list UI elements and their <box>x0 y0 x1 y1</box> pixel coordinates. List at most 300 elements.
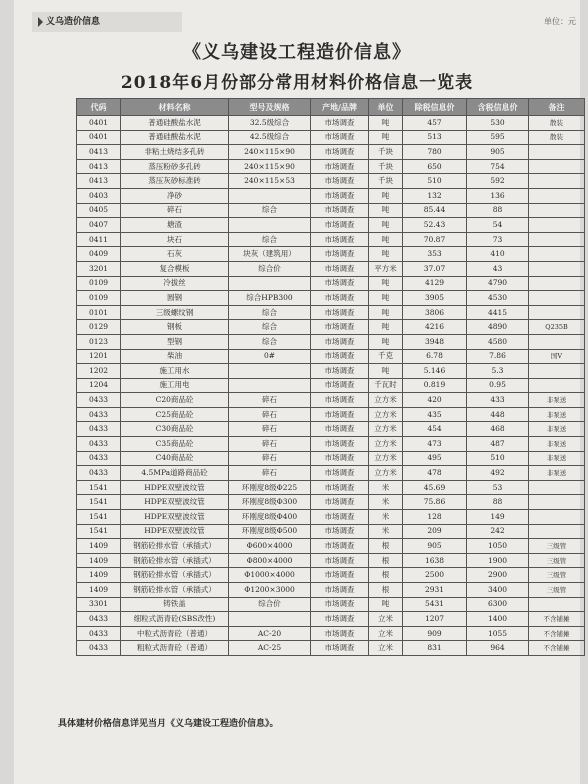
table-row <box>77 276 585 291</box>
cell-spec: 碎石 <box>229 407 311 422</box>
table-row <box>77 247 585 262</box>
cell-name: HDPE双壁波纹管 <box>121 524 229 539</box>
cell-unit: 千块 <box>369 159 403 174</box>
cell-code: 0101 <box>77 305 121 320</box>
cell-price-incl-tax: 1900 <box>467 553 529 568</box>
cell-price-excl-tax: 1207 <box>403 612 467 627</box>
cell-spec <box>229 218 311 233</box>
cell-price-incl-tax: 510 <box>467 451 529 466</box>
cell-code: 0433 <box>77 641 121 656</box>
cell-spec: 综合价 <box>229 597 311 612</box>
cell-name: 钢板 <box>121 320 229 335</box>
cell-note <box>529 495 585 510</box>
cell-note <box>529 218 585 233</box>
cell-origin: 市场调查 <box>311 349 369 364</box>
cell-unit: 立方米 <box>369 466 403 481</box>
cell-price-excl-tax: 420 <box>403 393 467 408</box>
cell-price-incl-tax: 1050 <box>467 539 529 554</box>
cell-spec: 环刚度8级Φ225 <box>229 480 311 495</box>
cell-spec: AC-25 <box>229 641 311 656</box>
cell-price-incl-tax: 487 <box>467 437 529 452</box>
cell-price-incl-tax: 149 <box>467 510 529 525</box>
cell-price-incl-tax: 6300 <box>467 597 529 612</box>
cell-code: 1409 <box>77 583 121 598</box>
cell-name: 4.5MPa道路商品砼 <box>121 466 229 481</box>
cell-name: C30商品砼 <box>121 422 229 437</box>
col-header-code: 代码 <box>77 99 121 116</box>
cell-name: 施工用水 <box>121 364 229 379</box>
cell-note <box>529 364 585 379</box>
cell-price-incl-tax: 433 <box>467 393 529 408</box>
cell-price-excl-tax: 4129 <box>403 276 467 291</box>
table-row <box>77 437 585 452</box>
cell-unit: 根 <box>369 553 403 568</box>
cell-note: 散装 <box>529 130 585 145</box>
cell-unit: 吨 <box>369 334 403 349</box>
cell-price-incl-tax: 4530 <box>467 291 529 306</box>
cell-price-incl-tax: 54 <box>467 218 529 233</box>
cell-name: 非粘土烧结多孔砖 <box>121 145 229 160</box>
cell-note: 三级管 <box>529 539 585 554</box>
table-row <box>77 378 585 393</box>
cell-name: 块石 <box>121 232 229 247</box>
cell-unit: 吨 <box>369 364 403 379</box>
cell-spec: 块灰（建筑用） <box>229 247 311 262</box>
table-row <box>77 159 585 174</box>
cell-origin: 市场调查 <box>311 320 369 335</box>
cell-price-excl-tax: 510 <box>403 174 467 189</box>
cell-price-excl-tax: 128 <box>403 510 467 525</box>
table-row <box>77 539 585 554</box>
table-row <box>77 218 585 233</box>
table-row <box>77 612 585 627</box>
cell-price-incl-tax: 4890 <box>467 320 529 335</box>
cell-price-excl-tax: 70.87 <box>403 232 467 247</box>
cell-origin: 市场调查 <box>311 510 369 525</box>
cell-spec: 综合 <box>229 305 311 320</box>
cell-unit: 千块 <box>369 174 403 189</box>
cell-unit: 立方米 <box>369 451 403 466</box>
cell-name: 钢筋砼排水管（承插式） <box>121 553 229 568</box>
cell-name: 蒸压灰砂标准砖 <box>121 174 229 189</box>
cell-origin: 市场调查 <box>311 305 369 320</box>
cell-price-incl-tax: 592 <box>467 174 529 189</box>
cell-spec: 综合价 <box>229 261 311 276</box>
table-row <box>77 145 585 160</box>
cell-code: 1201 <box>77 349 121 364</box>
cell-name: 冷拔丝 <box>121 276 229 291</box>
cell-code: 0123 <box>77 334 121 349</box>
cell-origin: 市场调查 <box>311 291 369 306</box>
cell-code: 1202 <box>77 364 121 379</box>
cell-price-incl-tax: 1055 <box>467 626 529 641</box>
cell-note: 非泵送 <box>529 393 585 408</box>
cell-code: 0413 <box>77 174 121 189</box>
cell-spec: 碎石 <box>229 451 311 466</box>
cell-spec: 碎石 <box>229 437 311 452</box>
cell-unit: 千块 <box>369 145 403 160</box>
cell-origin: 市场调查 <box>311 437 369 452</box>
cell-spec: 综合HPB300 <box>229 291 311 306</box>
cell-code: 0433 <box>77 407 121 422</box>
table-row <box>77 466 585 481</box>
cell-code: 0433 <box>77 422 121 437</box>
cell-note: 国V <box>529 349 585 364</box>
cell-price-incl-tax: 7.86 <box>467 349 529 364</box>
cell-price-excl-tax: 5.146 <box>403 364 467 379</box>
cell-name: 塘渣 <box>121 218 229 233</box>
cell-price-incl-tax: 73 <box>467 232 529 247</box>
cell-origin: 市场调查 <box>311 568 369 583</box>
table-row <box>77 188 585 203</box>
cell-origin: 市场调查 <box>311 145 369 160</box>
table-row <box>77 291 585 306</box>
table-row <box>77 364 585 379</box>
table-row <box>77 480 585 495</box>
cell-code: 0433 <box>77 466 121 481</box>
cell-origin: 市场调查 <box>311 174 369 189</box>
table-row <box>77 407 585 422</box>
cell-unit: 米 <box>369 510 403 525</box>
cell-note <box>529 524 585 539</box>
cell-origin: 市场调查 <box>311 364 369 379</box>
cell-note <box>529 174 585 189</box>
price-table <box>76 98 585 656</box>
cell-origin: 市场调查 <box>311 232 369 247</box>
table-row <box>77 116 585 131</box>
cell-note <box>529 188 585 203</box>
cell-name: 铸铁盖 <box>121 597 229 612</box>
cell-code: 0109 <box>77 291 121 306</box>
col-header-price-excl-tax: 除税信息价 <box>403 99 467 116</box>
cell-price-excl-tax: 3806 <box>403 305 467 320</box>
cell-code: 0407 <box>77 218 121 233</box>
cell-name: 细粒式沥青砼(SBS改性) <box>121 612 229 627</box>
table-row <box>77 203 585 218</box>
cell-note: 三级管 <box>529 568 585 583</box>
cell-unit: 吨 <box>369 247 403 262</box>
cell-price-excl-tax: 457 <box>403 116 467 131</box>
cell-note <box>529 261 585 276</box>
cell-price-excl-tax: 3905 <box>403 291 467 306</box>
cell-unit: 米 <box>369 524 403 539</box>
cell-origin: 市场调查 <box>311 188 369 203</box>
section-label: 义乌造价信息 <box>32 12 182 32</box>
cell-name: HDPE双壁波纹管 <box>121 480 229 495</box>
cell-note <box>529 597 585 612</box>
cell-origin: 市场调查 <box>311 378 369 393</box>
cell-price-incl-tax: 88 <box>467 203 529 218</box>
cell-spec <box>229 276 311 291</box>
cell-unit: 吨 <box>369 116 403 131</box>
cell-price-excl-tax: 45.69 <box>403 480 467 495</box>
cell-spec: 42.5级综合 <box>229 130 311 145</box>
cell-code: 1541 <box>77 480 121 495</box>
cell-price-excl-tax: 909 <box>403 626 467 641</box>
col-header-spec: 型号及规格 <box>229 99 311 116</box>
cell-price-excl-tax: 52.43 <box>403 218 467 233</box>
cell-code: 0401 <box>77 130 121 145</box>
cell-price-excl-tax: 478 <box>403 466 467 481</box>
cell-price-excl-tax: 75.86 <box>403 495 467 510</box>
cell-price-incl-tax: 3400 <box>467 583 529 598</box>
table-row <box>77 174 585 189</box>
cell-code: 0129 <box>77 320 121 335</box>
col-header-unit: 单位 <box>369 99 403 116</box>
cell-price-excl-tax: 5431 <box>403 597 467 612</box>
cell-price-excl-tax: 132 <box>403 188 467 203</box>
cell-price-excl-tax: 0.819 <box>403 378 467 393</box>
cell-unit: 吨 <box>369 130 403 145</box>
cell-name: 三级螺纹钢 <box>121 305 229 320</box>
cell-name: C35商品砼 <box>121 437 229 452</box>
table-row <box>77 553 585 568</box>
cell-price-excl-tax: 353 <box>403 247 467 262</box>
cell-name: C20商品砼 <box>121 393 229 408</box>
cell-unit: 立方米 <box>369 422 403 437</box>
cell-price-incl-tax: 448 <box>467 407 529 422</box>
cell-spec: 综合 <box>229 320 311 335</box>
cell-origin: 市场调查 <box>311 276 369 291</box>
cell-price-incl-tax: 242 <box>467 524 529 539</box>
cell-price-excl-tax: 473 <box>403 437 467 452</box>
cell-price-excl-tax: 6.78 <box>403 349 467 364</box>
cell-origin: 市场调查 <box>311 247 369 262</box>
cell-spec: Φ800×4000 <box>229 553 311 568</box>
cell-code: 1409 <box>77 553 121 568</box>
cell-note: Q235B <box>529 320 585 335</box>
cell-price-incl-tax: 410 <box>467 247 529 262</box>
table-row <box>77 393 585 408</box>
cell-price-incl-tax: 530 <box>467 116 529 131</box>
cell-origin: 市场调查 <box>311 641 369 656</box>
cell-note: 三级管 <box>529 583 585 598</box>
cell-origin: 市场调查 <box>311 218 369 233</box>
cell-spec: 0# <box>229 349 311 364</box>
cell-unit: 立方米 <box>369 407 403 422</box>
cell-spec: 240×115×90 <box>229 159 311 174</box>
cell-price-incl-tax: 53 <box>467 480 529 495</box>
table-title: 2018年6月份部分常用材料价格信息一览表 <box>120 73 474 93</box>
cell-code: 3201 <box>77 261 121 276</box>
cell-name: HDPE双壁波纹管 <box>121 510 229 525</box>
cell-note <box>529 203 585 218</box>
cell-price-excl-tax: 85.44 <box>403 203 467 218</box>
cell-code: 3301 <box>77 597 121 612</box>
cell-name: 碎石 <box>121 203 229 218</box>
cell-code: 0433 <box>77 612 121 627</box>
col-header-name: 材料名称 <box>121 99 229 116</box>
cell-note: 非泵送 <box>529 407 585 422</box>
cell-unit: 吨 <box>369 203 403 218</box>
cell-origin: 市场调查 <box>311 495 369 510</box>
cell-spec: 240×115×53 <box>229 174 311 189</box>
cell-name: HDPE双壁波纹管 <box>121 495 229 510</box>
cell-price-incl-tax: 88 <box>467 495 529 510</box>
cell-name: 型钢 <box>121 334 229 349</box>
cell-spec: 240×115×90 <box>229 145 311 160</box>
cell-price-excl-tax: 209 <box>403 524 467 539</box>
cell-name: 净砂 <box>121 188 229 203</box>
cell-origin: 市场调查 <box>311 597 369 612</box>
cell-price-incl-tax: 754 <box>467 159 529 174</box>
cell-unit: 立米 <box>369 626 403 641</box>
cell-name: 粗粒式沥青砼（普通） <box>121 641 229 656</box>
cell-note: 散装 <box>529 116 585 131</box>
table-row <box>77 641 585 656</box>
cell-price-incl-tax: 4790 <box>467 276 529 291</box>
cell-note <box>529 276 585 291</box>
cell-price-incl-tax: 595 <box>467 130 529 145</box>
table-row <box>77 232 585 247</box>
cell-price-incl-tax: 136 <box>467 188 529 203</box>
cell-unit: 千瓦时 <box>369 378 403 393</box>
cell-price-incl-tax: 4415 <box>467 305 529 320</box>
cell-price-excl-tax: 2500 <box>403 568 467 583</box>
footer-note: 具体建材价格信息详见当月《义乌建设工程造价信息》。 <box>58 719 279 729</box>
cell-spec <box>229 188 311 203</box>
table-body <box>77 116 585 656</box>
cell-code: 0403 <box>77 188 121 203</box>
cell-origin: 市场调查 <box>311 393 369 408</box>
cell-price-excl-tax: 454 <box>403 422 467 437</box>
cell-price-excl-tax: 905 <box>403 539 467 554</box>
cell-price-excl-tax: 4216 <box>403 320 467 335</box>
table-header-row <box>77 99 585 116</box>
cell-note <box>529 291 585 306</box>
cell-note <box>529 232 585 247</box>
table-row <box>77 320 585 335</box>
cell-spec: 环刚度8级Φ400 <box>229 510 311 525</box>
cell-spec: 综合 <box>229 232 311 247</box>
table-row <box>77 597 585 612</box>
cell-price-incl-tax: 905 <box>467 145 529 160</box>
cell-code: 0433 <box>77 437 121 452</box>
cell-spec: Φ600×4000 <box>229 539 311 554</box>
cell-price-incl-tax: 5.3 <box>467 364 529 379</box>
running-header <box>32 12 576 32</box>
unit-label: 单位：元 <box>544 17 576 26</box>
cell-name: 普通硅酸盐水泥 <box>121 130 229 145</box>
cell-name: 复合模板 <box>121 261 229 276</box>
cell-note <box>529 480 585 495</box>
cell-note <box>529 510 585 525</box>
cell-price-excl-tax: 3948 <box>403 334 467 349</box>
cell-origin: 市场调查 <box>311 407 369 422</box>
cell-origin: 市场调查 <box>311 203 369 218</box>
cell-name: C40商品砼 <box>121 451 229 466</box>
cell-origin: 市场调查 <box>311 480 369 495</box>
cell-note <box>529 247 585 262</box>
cell-code: 1409 <box>77 568 121 583</box>
cell-name: 石灰 <box>121 247 229 262</box>
col-header-price-incl-tax: 含税信息价 <box>467 99 529 116</box>
cell-origin: 市场调查 <box>311 261 369 276</box>
cell-code: 0409 <box>77 247 121 262</box>
cell-origin: 市场调查 <box>311 524 369 539</box>
table-row <box>77 130 585 145</box>
cell-unit: 根 <box>369 539 403 554</box>
cell-spec: 碎石 <box>229 422 311 437</box>
table-row <box>77 626 585 641</box>
cell-note <box>529 378 585 393</box>
cell-note: 非泵送 <box>529 466 585 481</box>
cell-spec: 环刚度8级Φ300 <box>229 495 311 510</box>
cell-note: 非泵送 <box>529 437 585 452</box>
cell-code: 0405 <box>77 203 121 218</box>
cell-spec: 碎石 <box>229 466 311 481</box>
cell-origin: 市场调查 <box>311 626 369 641</box>
cell-name: C25商品砼 <box>121 407 229 422</box>
cell-name: 施工用电 <box>121 378 229 393</box>
cell-price-excl-tax: 495 <box>403 451 467 466</box>
cell-code: 1541 <box>77 524 121 539</box>
cell-spec: 综合 <box>229 334 311 349</box>
cell-spec: Φ1000×4000 <box>229 568 311 583</box>
table-row <box>77 451 585 466</box>
cell-origin: 市场调查 <box>311 116 369 131</box>
document-page <box>14 0 580 784</box>
cell-unit: 吨 <box>369 597 403 612</box>
cell-price-incl-tax: 964 <box>467 641 529 656</box>
cell-code: 0413 <box>77 159 121 174</box>
cell-unit: 立方米 <box>369 393 403 408</box>
cell-origin: 市场调查 <box>311 422 369 437</box>
table-row <box>77 422 585 437</box>
cell-name: 柴油 <box>121 349 229 364</box>
cell-code: 1409 <box>77 539 121 554</box>
cell-price-incl-tax: 468 <box>467 422 529 437</box>
cell-origin: 市场调查 <box>311 159 369 174</box>
cell-code: 0413 <box>77 145 121 160</box>
cell-price-excl-tax: 650 <box>403 159 467 174</box>
cell-unit: 吨 <box>369 276 403 291</box>
cell-price-excl-tax: 513 <box>403 130 467 145</box>
table-row <box>77 524 585 539</box>
cell-price-excl-tax: 780 <box>403 145 467 160</box>
cell-code: 0433 <box>77 451 121 466</box>
table-row <box>77 510 585 525</box>
cell-price-excl-tax: 1638 <box>403 553 467 568</box>
cell-note: 非泵送 <box>529 451 585 466</box>
cell-spec <box>229 378 311 393</box>
cell-price-excl-tax: 37.07 <box>403 261 467 276</box>
cell-spec <box>229 612 311 627</box>
cell-note: 不含铺摊 <box>529 641 585 656</box>
cell-price-incl-tax: 4580 <box>467 334 529 349</box>
cell-name: 钢筋砼排水管（承插式） <box>121 539 229 554</box>
cell-unit: 根 <box>369 583 403 598</box>
cell-note <box>529 334 585 349</box>
cell-origin: 市场调查 <box>311 130 369 145</box>
table-row <box>77 583 585 598</box>
cell-unit: 根 <box>369 568 403 583</box>
cell-name: 钢筋砼排水管（承插式） <box>121 583 229 598</box>
cell-unit: 吨 <box>369 188 403 203</box>
cell-spec: 碎石 <box>229 393 311 408</box>
cell-code: 0433 <box>77 393 121 408</box>
cell-name: 蒸压粉砂多孔砖 <box>121 159 229 174</box>
cell-origin: 市场调查 <box>311 553 369 568</box>
cell-unit: 平方米 <box>369 261 403 276</box>
table-row <box>77 349 585 364</box>
cell-name: 圆钢 <box>121 291 229 306</box>
cell-price-incl-tax: 1400 <box>467 612 529 627</box>
cell-note <box>529 305 585 320</box>
cell-unit: 吨 <box>369 218 403 233</box>
cell-unit: 立米 <box>369 641 403 656</box>
cell-origin: 市场调查 <box>311 539 369 554</box>
